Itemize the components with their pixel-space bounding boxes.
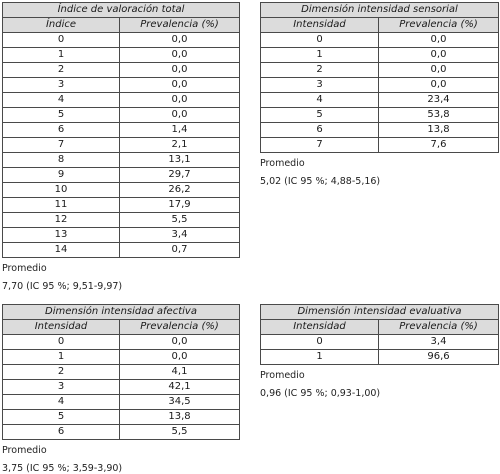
table-row [3,395,240,410]
table-row [3,425,240,440]
cell-intensidad: 3 [3,380,120,395]
cell-intensidad: 7 [261,138,379,153]
table-row [261,33,499,48]
table-block-intensidad-sensorial [260,2,498,186]
cell-prevalencia: 29,7 [120,168,240,183]
table-valoracion-total [2,2,240,258]
table-row [3,365,240,380]
table-row [3,108,240,123]
cell-indice: 0 [3,33,120,48]
table-row [3,350,240,365]
cell-intensidad: 0 [3,335,120,350]
cell-intensidad: 6 [3,425,120,440]
column-header-prevalencia: Prevalencia (%) [120,18,240,33]
column-header-intensidad: Intensidad [261,320,379,335]
cell-prevalencia: 3,4 [379,335,499,350]
table-row [3,48,240,63]
cell-prevalencia: 26,2 [120,183,240,198]
cell-intensidad: 2 [261,63,379,78]
cell-prevalencia: 0,0 [120,93,240,108]
promedio-label: Promedio [2,445,47,456]
table-row [3,243,240,258]
cell-prevalencia: 34,5 [120,395,240,410]
table-row [261,350,499,365]
column-header-indice: Índice [3,18,120,33]
promedio-value: 3,75 (IC 95 %; 3,59-3,90) [2,462,123,474]
table-row [3,63,240,78]
cell-prevalencia: 0,0 [379,33,499,48]
cell-indice: 14 [3,243,120,258]
table-block-valoracion-total [2,2,239,291]
table-row [261,93,499,108]
table-row [261,78,499,93]
cell-prevalencia: 0,0 [379,63,499,78]
cell-prevalencia: 13,8 [120,410,240,425]
cell-prevalencia: 4,1 [120,365,240,380]
cell-prevalencia: 3,4 [120,228,240,243]
cell-indice: 8 [3,153,120,168]
table-title: Dimensión intensidad afectiva [3,305,240,320]
cell-indice: 13 [3,228,120,243]
cell-intensidad: 5 [261,108,379,123]
cell-prevalencia: 96,6 [379,350,499,365]
cell-indice: 6 [3,123,120,138]
promedio-label: Promedio [260,370,305,381]
table-row [3,410,240,425]
cell-prevalencia: 13,1 [120,153,240,168]
cell-intensidad: 0 [261,33,379,48]
promedio-label: Promedio [2,263,47,274]
table-row [3,138,240,153]
column-header-prevalencia: Prevalencia (%) [379,18,499,33]
column-header-prevalencia: Prevalencia (%) [379,320,499,335]
cell-indice: 4 [3,93,120,108]
cell-indice: 9 [3,168,120,183]
table-row [3,78,240,93]
column-header-intensidad: Intensidad [3,320,120,335]
table-title: Dimensión intensidad sensorial [261,3,499,18]
table-row [3,380,240,395]
table-row [261,335,499,350]
cell-intensidad: 4 [3,395,120,410]
cell-prevalencia: 0,0 [120,63,240,78]
cell-prevalencia: 0,7 [120,243,240,258]
table-row [3,335,240,350]
table-row [261,48,499,63]
promedio-value: 0,96 (IC 95 %; 0,93-1,00) [260,387,381,399]
cell-intensidad: 6 [261,123,379,138]
table-row [3,123,240,138]
cell-intensidad: 0 [261,335,379,350]
table-title: Dimensión intensidad evaluativa [261,305,499,320]
cell-indice: 10 [3,183,120,198]
cell-prevalencia: 0,0 [120,335,240,350]
table-intensidad-evaluativa [260,304,499,365]
cell-intensidad: 2 [3,365,120,380]
cell-intensidad: 5 [3,410,120,425]
cell-indice: 1 [3,48,120,63]
cell-prevalencia: 23,4 [379,93,499,108]
cell-prevalencia: 0,0 [120,33,240,48]
table-row [3,198,240,213]
cell-prevalencia: 53,8 [379,108,499,123]
cell-prevalencia: 0,0 [120,108,240,123]
table-row [261,138,499,153]
table-row [261,63,499,78]
cell-prevalencia: 42,1 [120,380,240,395]
cell-prevalencia: 0,0 [120,48,240,63]
cell-prevalencia: 13,8 [379,123,499,138]
table-intensidad-afectiva [2,304,240,440]
cell-indice: 7 [3,138,120,153]
table-title: Índice de valoración total [3,3,240,18]
table-intensidad-sensorial [260,2,499,153]
cell-intensidad: 3 [261,78,379,93]
promedio-value: 7,70 (IC 95 %; 9,51-9,97) [2,280,123,292]
cell-prevalencia: 0,0 [120,350,240,365]
promedio-label: Promedio [260,158,305,169]
column-header-prevalencia: Prevalencia (%) [120,320,240,335]
cell-prevalencia: 0,0 [120,78,240,93]
cell-prevalencia: 1,4 [120,123,240,138]
cell-indice: 12 [3,213,120,228]
table-row [3,153,240,168]
promedio-value: 5,02 (IC 95 %; 4,88-5,16) [260,175,381,187]
cell-intensidad: 1 [261,350,379,365]
cell-indice: 3 [3,78,120,93]
cell-prevalencia: 17,9 [120,198,240,213]
table-row [261,123,499,138]
cell-prevalencia: 2,1 [120,138,240,153]
table-row [3,228,240,243]
cell-intensidad: 4 [261,93,379,108]
cell-prevalencia: 0,0 [379,78,499,93]
table-row [3,33,240,48]
cell-indice: 5 [3,108,120,123]
table-row [261,108,499,123]
table-row [3,213,240,228]
table-row [3,168,240,183]
table-row [3,183,240,198]
table-block-intensidad-evaluativa [260,304,498,398]
table-row [3,93,240,108]
cell-indice: 11 [3,198,120,213]
cell-prevalencia: 5,5 [120,425,240,440]
cell-prevalencia: 0,0 [379,48,499,63]
table-block-intensidad-afectiva [2,304,239,473]
cell-prevalencia: 7,6 [379,138,499,153]
cell-prevalencia: 5,5 [120,213,240,228]
cell-indice: 2 [3,63,120,78]
cell-intensidad: 1 [3,350,120,365]
column-header-intensidad: Intensidad [261,18,379,33]
cell-intensidad: 1 [261,48,379,63]
